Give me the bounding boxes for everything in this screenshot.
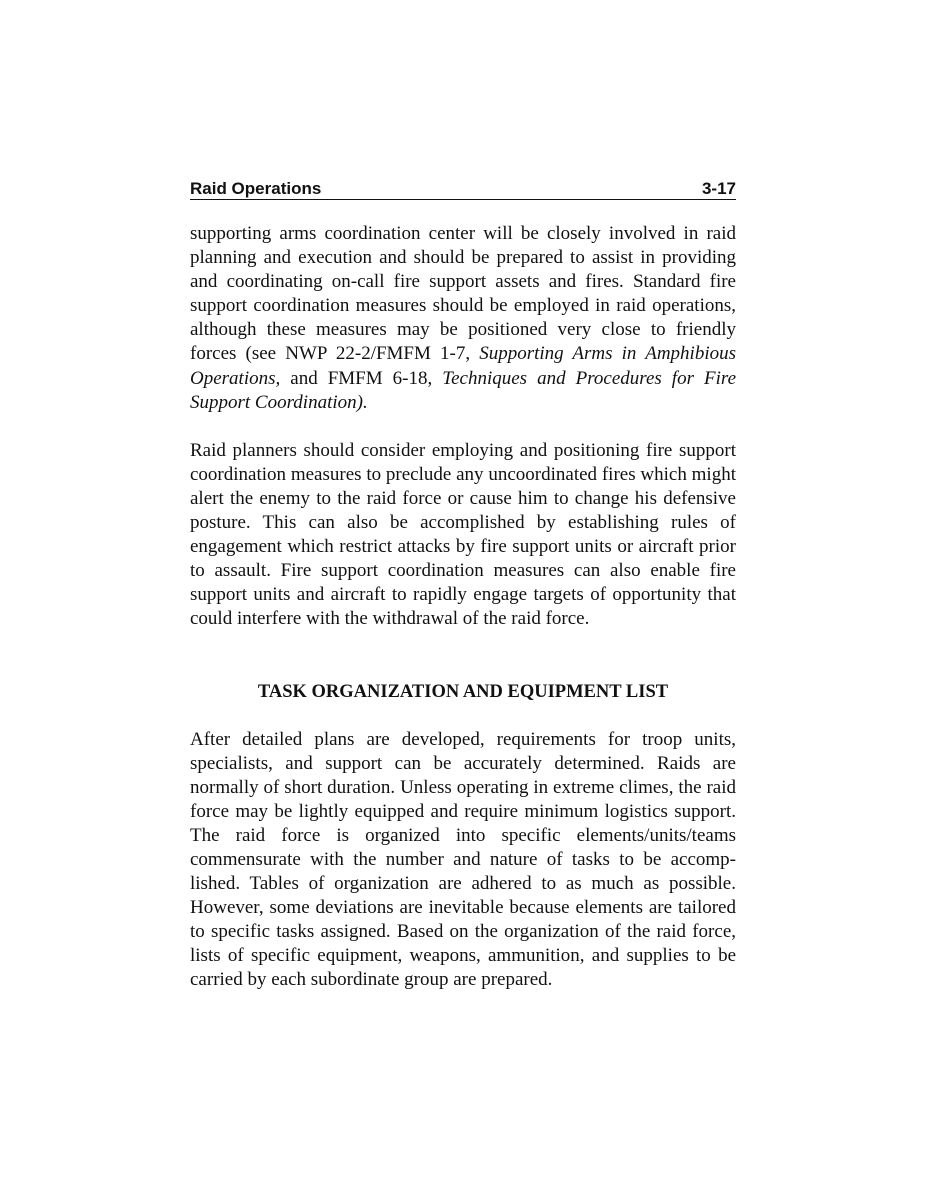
section-heading: TASK ORGANIZATION AND EQUIPMENT LIST [257, 681, 669, 702]
header-page-number: 3-17 [701, 179, 736, 198]
document-page [190, 179, 736, 993]
paragraph1-text-b: and FMFM 6-18, [280, 367, 443, 389]
running-header [190, 179, 736, 200]
paragraph-fire-support-coordination [190, 222, 736, 415]
paragraph1-italic-title-b: Techniques and Procedures for Fire Support Coordination). [190, 367, 736, 413]
paragraph-raid-planners: Raid planners should consider employing and positioning fire support coordination measures to preclude any uncoordinated fires which might alert the enemy to the raid force or cause him to change his defensive posture. This can also be accomplished by establishing rules of engagement which restrict attacks by fire support units or aircraft prior to assault. Fire support coordination measures can also enable fire support units and aircraft to rapidly engage targets of opportunity that could interfere with the withdrawal of the raid force. [190, 439, 736, 630]
paragraph1-italic-title-a: Supporting Arms in Amphibious Operations, [190, 343, 736, 389]
header-title: Raid Operations [190, 179, 322, 198]
paragraph1-text-a: supporting arms coordination center will be closely involved in raid planning and execution and should be prepared to assist in providing and coordinating on-call fire support assets and fires. Standard fire support coordination measures should be employed in raid operations, although these measures may be positioned very close to friendly forces (see NWP 22-2/FMFM 1-7, [190, 223, 736, 365]
paragraph-task-organization: After detailed plans are developed, requirements for troop units, specialists, and support can be accurately determined. Raids are normally of short duration. Unless operating in extreme climes, the raid force may be lightly equipped and require minimum logistics support. The raid force is organized into specific elements/units/teams commensurate with the number and nature of tasks to be accomp-lished. Tables of organization are adhered to as much as possible. However, some deviations are inevitable because elements are tailored to specific tasks assigned. Based on the organization of the raid force, lists of specific equipment, weapons, ammunition, and supplies to be carried by each subordinate group are prepared. [190, 728, 736, 991]
